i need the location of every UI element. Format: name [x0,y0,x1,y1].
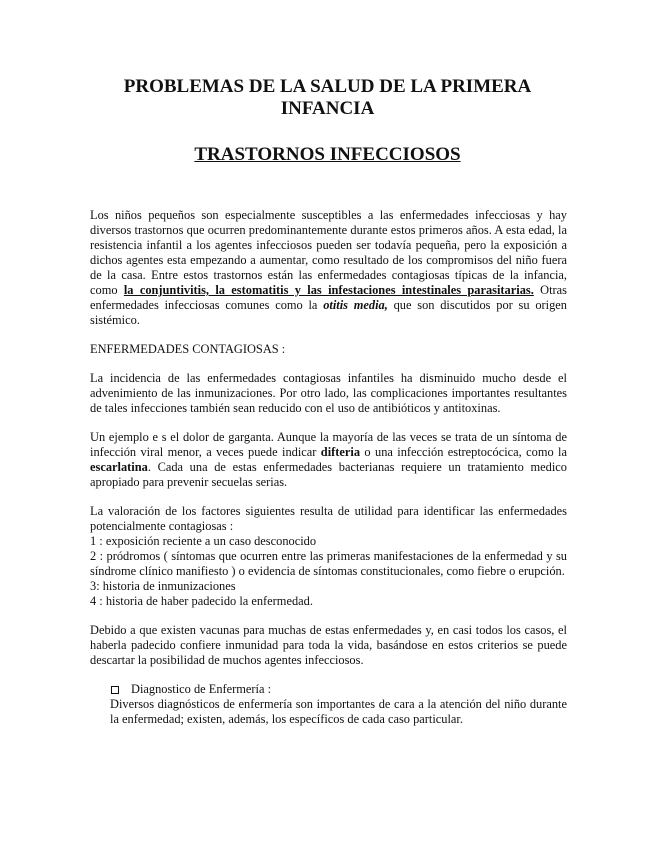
intro-text-c: que son discutidos por su origen sistémico. [90,298,567,327]
factors-intro: La valoración de los factores siguientes resulta de utilidad para identificar las enfermedades potencialmente contagiosas : [90,504,567,533]
example-text-a: Un ejemplo e s el dolor de garganta. Aunque la mayoría de las veces se trata de un síntoma de infección viral menor, a veces puede indicar [90,430,567,459]
example-bold-escarlatina: escarlatina [90,460,148,474]
vaccines-paragraph: Debido a que existen vacunas para muchas de estas enfermedades y, en casi todos los casos, el haberla padecido confiere inmunidad para toda la vida, basándose en estos criterios se puede descartar la posibilidad de muchos agentes infecciosos. [90,623,567,667]
bullet-text: Diversos diagnósticos de enfermería son importantes de cara a la atención del niño durante la enfermedad; existen, además, los específicos de cada caso particular. [110,697,567,726]
example-bold-difteria: difteria [320,445,361,459]
document-title: PROBLEMAS DE LA SALUD DE LA PRIMERA INFANCIA [123,76,532,119]
intro-italic: otitis media, [323,298,388,312]
example-text-c: . Cada una de estas enfermedades bacterianas requiere un tratamiento medico apropiado para prevenir secuelas serias. [90,460,567,489]
document-body [90,208,567,727]
factor-item: 3: historia de inmunizaciones [90,579,236,593]
bullet-heading [110,682,567,697]
example-paragraph [90,430,567,490]
square-bullet-icon [111,686,119,694]
bullet-heading-text: Diagnostico de Enfermería : [131,682,272,696]
document-subtitle: TRASTORNOS INFECCIOSOS [194,144,461,165]
factor-item: 2 : pródromos ( síntomas que ocurren entre las primeras manifestaciones de la enfermedad y su síndrome clínico manifiesto ) o evidencia de síntomas constitucionales, como fiebre o erupción. [90,549,567,578]
intro-text-a: Los niños pequeños son especialmente susceptibles a las enfermedades infecciosas y hay diversos trastornos que ocurren predominantemente durante estos primeros años. A esta edad, la resistencia infantil a los agentes infecciosos pueden ser todavía pequeña, pero la exposición a dichos agentes esta empezando a aumentar, como resultado de los compromisos del niño fuera de la casa. Entre estos trastornos están las enfermedades contagiosas típicas de la infancia, como [90,208,567,297]
factor-item: 4 : historia de haber padecido la enfermedad. [90,594,313,608]
section-heading-contagiosas: ENFERMEDADES CONTAGIOSAS : [90,342,286,356]
intro-text-b: Otras enfermedades infecciosas comunes como la [90,283,567,312]
incidence-paragraph: La incidencia de las enfermedades contagiosas infantiles ha disminuido mucho desde el advenimiento de las inmunizaciones. Por otro lado, las complicaciones importantes resultantes de tales infecciones también sean reducido con el uso de antibióticos y antitoxinas. [90,371,567,415]
intro-paragraph [90,208,567,328]
factor-item: 1 : exposición reciente a un caso desconocido [90,534,317,548]
example-text-b: o una infección estreptocócica, como la [360,445,567,459]
bullet-section [110,682,567,727]
intro-emphasis: la conjuntivitis, la estomatitis y las infestaciones intestinales parasitarias. [123,283,534,297]
factors-paragraph [90,504,567,609]
